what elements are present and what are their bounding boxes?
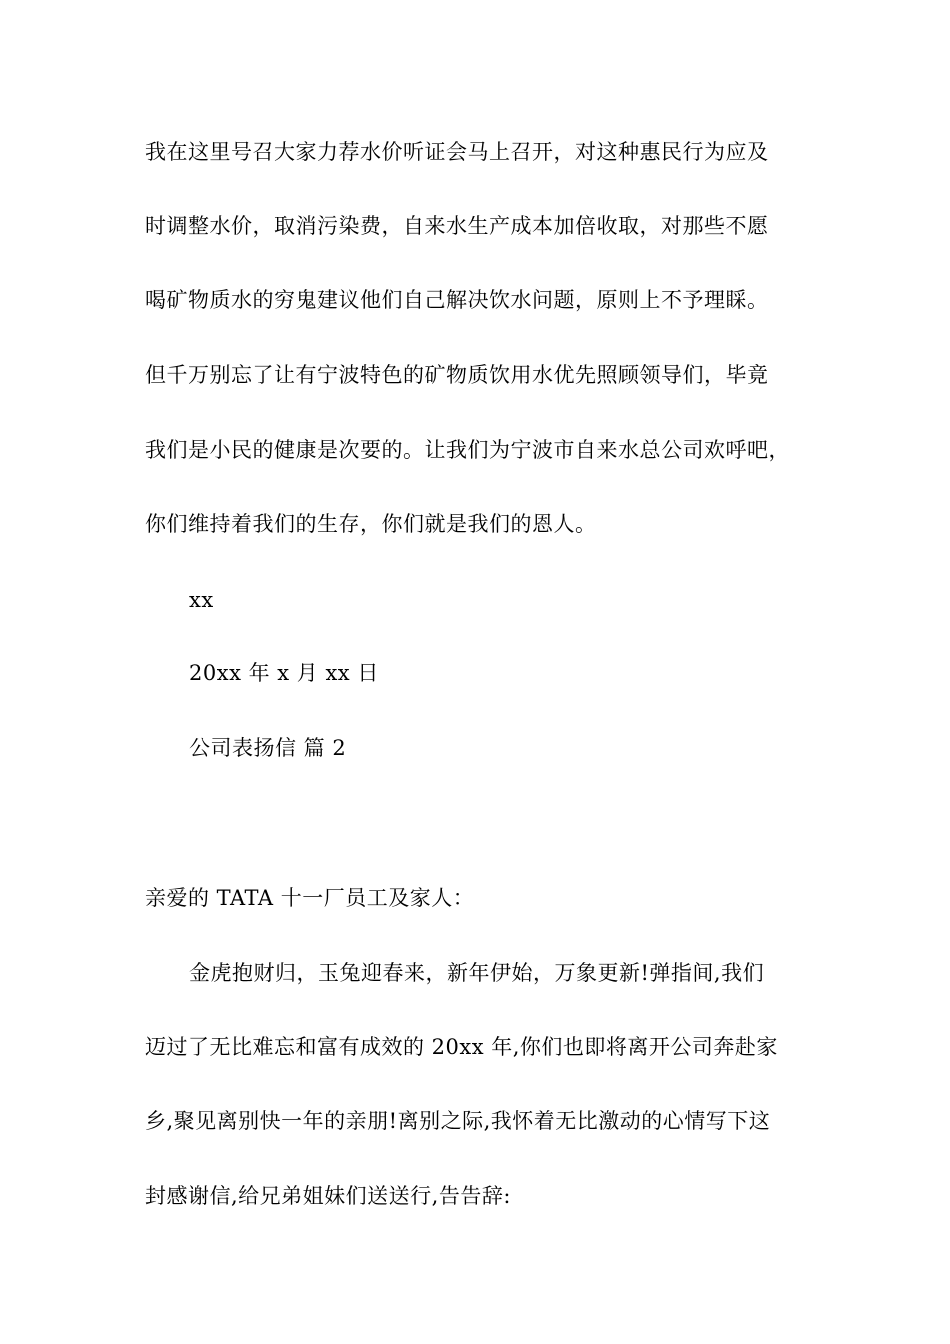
paragraph-line: 迈过了无比难忘和富有成效的 20xx 年,你们也即将离开公司奔赴家 xyxy=(145,1035,778,1059)
paragraph-line: 我在这里号召大家力荐水价听证会马上召开，对这种惠民行为应及 xyxy=(145,140,769,164)
paragraph-line: 你们维持着我们的生存，你们就是我们的恩人。 xyxy=(145,512,597,536)
paragraph-line: 封感谢信,给兄弟姐妹们送送行,告告辞: xyxy=(145,1184,511,1208)
paragraph-line: 但千万别忘了让有宁波特色的矿物质饮用水优先照顾领导们，毕竟 xyxy=(145,363,769,387)
signature-name: xx xyxy=(189,588,214,612)
paragraph-line: 时调整水价，取消污染费，自来水生产成本加倍收取，对那些不愿 xyxy=(145,214,769,238)
paragraph-line: 乡,聚见离别快一年的亲朋!离别之际,我怀着无比激动的心情写下这 xyxy=(145,1109,771,1133)
paragraph-line: 喝矿物质水的穷鬼建议他们自己解决饮水问题，原则上不予理睬。 xyxy=(145,288,769,312)
section-heading: 公司表扬信 篇 2 xyxy=(189,736,347,760)
paragraph-line: 我们是小民的健康是次要的。让我们为宁波市自来水总公司欢呼吧， xyxy=(145,438,790,462)
paragraph-line: 金虎抱财归，玉兔迎春来，新年伊始，万象更新!弹指间,我们 xyxy=(189,961,765,985)
salutation: 亲爱的 TATA 十一厂员工及家人： xyxy=(145,886,475,910)
signature-date: 20xx 年 x 月 xx 日 xyxy=(189,661,379,685)
